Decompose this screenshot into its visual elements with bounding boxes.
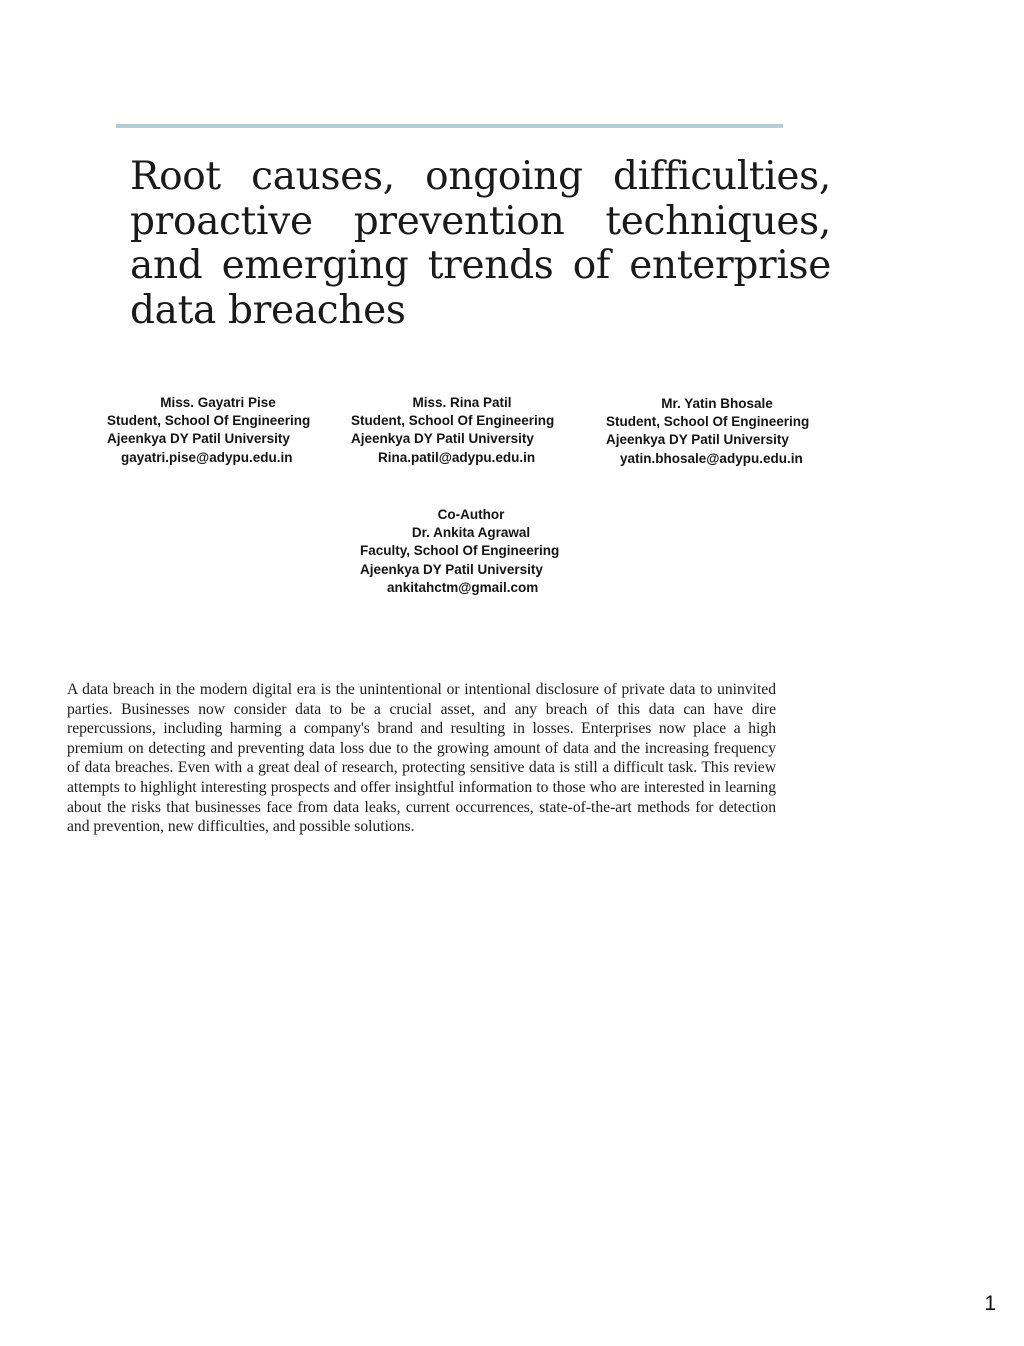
author-role: Student, School Of Engineering <box>606 414 810 430</box>
coauthor-email: ankitahctm@gmail.com <box>387 579 539 595</box>
abstract-paragraph: A data breach in the modern digital era is the unintentional or intentional disclosure of private data to uninvited parties. Businesses now consider data to be a crucial asset, and any breach of this data can have dire repercussions, including harming a company's brand and resulting in losses. Enterprises now place a high premium on detecting and preventing data loss due to the growing amount of data and the increasing frequency of data breaches. Even with a great deal of research, protecting sensitive data is still a difficult task. This review attempts to highlight interesting prospects and offer insightful information to those who are interested in learning about the risks that businesses face from data leaks, current occurrences, state-of-the-art methods for detection and prevention, new difficulties, and possible solutions. <box>67 681 776 836</box>
author-role: Student, School Of Engineering <box>107 413 311 429</box>
author-block-2 <box>351 394 573 467</box>
author-affiliation: Ajeenkya DY Patil University <box>351 431 534 447</box>
author-email: gayatri.pise@adypu.edu.in <box>121 449 293 465</box>
coauthor-label: Co-Author <box>437 507 505 522</box>
author-email: yatin.bhosale@adypu.edu.in <box>620 450 803 466</box>
author-role: Student, School Of Engineering <box>351 413 555 429</box>
author-name: Miss. Gayatri Pise <box>160 395 276 410</box>
coauthor-role: Faculty, School Of Engineering <box>360 543 560 559</box>
author-affiliation: Ajeenkya DY Patil University <box>107 431 290 447</box>
paper-title: Root causes, ongoing difficulties, proactive prevention techniques, and emerging trends of enterprise data breaches <box>130 154 831 333</box>
author-name: Miss. Rina Patil <box>412 395 512 410</box>
coauthor-affiliation: Ajeenkya DY Patil University <box>360 561 543 577</box>
coauthor-block <box>360 506 582 597</box>
header-rule <box>116 124 783 128</box>
page-number: 1 <box>984 1292 996 1315</box>
author-email: Rina.patil@adypu.edu.in <box>378 449 536 465</box>
author-affiliation: Ajeenkya DY Patil University <box>606 432 789 448</box>
author-block-3 <box>606 395 828 468</box>
coauthor-name: Dr. Ankita Agrawal <box>411 525 531 541</box>
author-name: Mr. Yatin Bhosale <box>661 396 773 411</box>
author-block-1 <box>107 394 329 467</box>
